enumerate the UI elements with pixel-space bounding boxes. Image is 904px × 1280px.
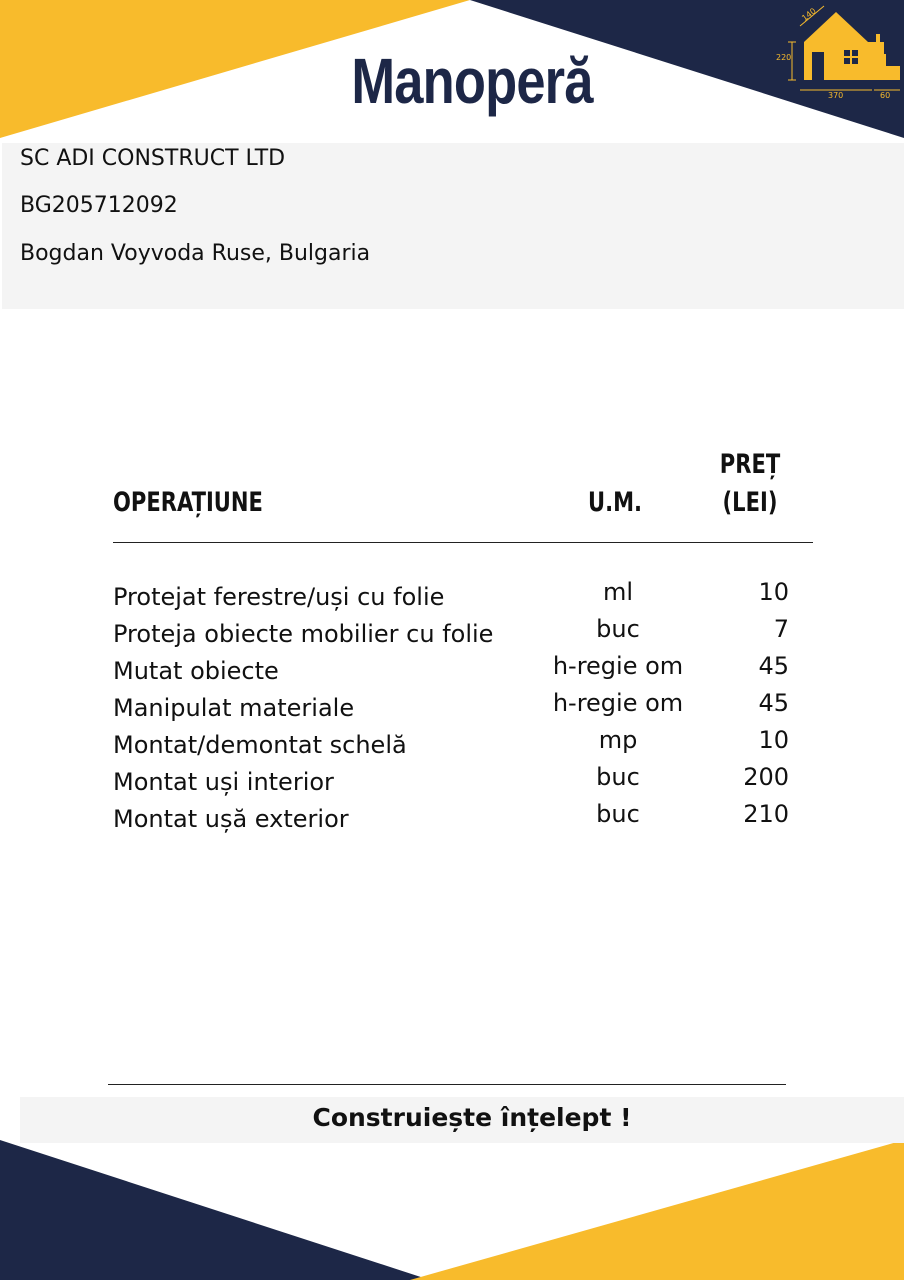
row-unit: mp	[598, 726, 638, 754]
company-info-panel	[2, 143, 904, 309]
svg-text:140: 140	[800, 6, 818, 23]
svg-text:370: 370	[828, 91, 844, 100]
company-name: SC ADI CONSTRUCT LTD	[20, 146, 286, 171]
row-operation: Montat/demontat schelă	[113, 731, 407, 759]
row-price: 10	[758, 726, 789, 754]
row-price: 200	[743, 763, 789, 791]
row-price: 10	[758, 578, 789, 606]
row-unit: buc	[596, 800, 640, 828]
header-unit: U.M.	[587, 487, 643, 518]
table-row	[113, 800, 813, 837]
header-price-line2: (LEI)	[722, 487, 778, 518]
row-price: 210	[743, 800, 789, 828]
company-address: Bogdan Voyvoda Ruse, Bulgaria	[20, 241, 371, 266]
table-row	[113, 652, 813, 689]
row-price: 45	[758, 652, 789, 680]
table-row	[113, 615, 813, 652]
row-unit: h-regie om	[552, 689, 684, 717]
svg-text:220: 220	[776, 53, 792, 62]
house-blueprint-icon	[774, 4, 900, 100]
table-row	[113, 763, 813, 800]
row-unit: ml	[602, 578, 634, 606]
row-operation: Mutat obiecte	[113, 657, 279, 685]
row-operation: Montat ușă exterior	[113, 805, 349, 833]
footer-motto: Construiește înțelept !	[312, 1103, 632, 1132]
svg-text:60: 60	[880, 91, 891, 100]
bottom-navy-band	[0, 1140, 430, 1280]
table-row	[113, 726, 813, 763]
table-row	[113, 578, 813, 615]
header-operation: OPERAȚIUNE	[113, 487, 263, 518]
company-vat-id: BG205712092	[20, 193, 178, 218]
page-title: Manoperă	[351, 45, 593, 117]
table-row	[113, 689, 813, 726]
header-price-line1: PREȚ	[719, 449, 781, 480]
row-unit: h-regie om	[552, 652, 684, 680]
row-operation: Protejat ferestre/uși cu folie	[113, 583, 445, 611]
row-price: 7	[773, 615, 789, 643]
row-operation: Manipulat materiale	[113, 694, 355, 722]
price-table-rows	[113, 578, 813, 837]
header-divider	[113, 542, 813, 543]
row-unit: buc	[596, 615, 640, 643]
footer-divider	[108, 1084, 786, 1085]
header-price	[711, 446, 789, 522]
row-operation: Proteja obiecte mobilier cu folie	[113, 620, 494, 648]
row-unit: buc	[596, 763, 640, 791]
bottom-yellow-band	[410, 1140, 904, 1280]
row-operation: Montat uși interior	[113, 768, 334, 796]
row-price: 45	[758, 689, 789, 717]
